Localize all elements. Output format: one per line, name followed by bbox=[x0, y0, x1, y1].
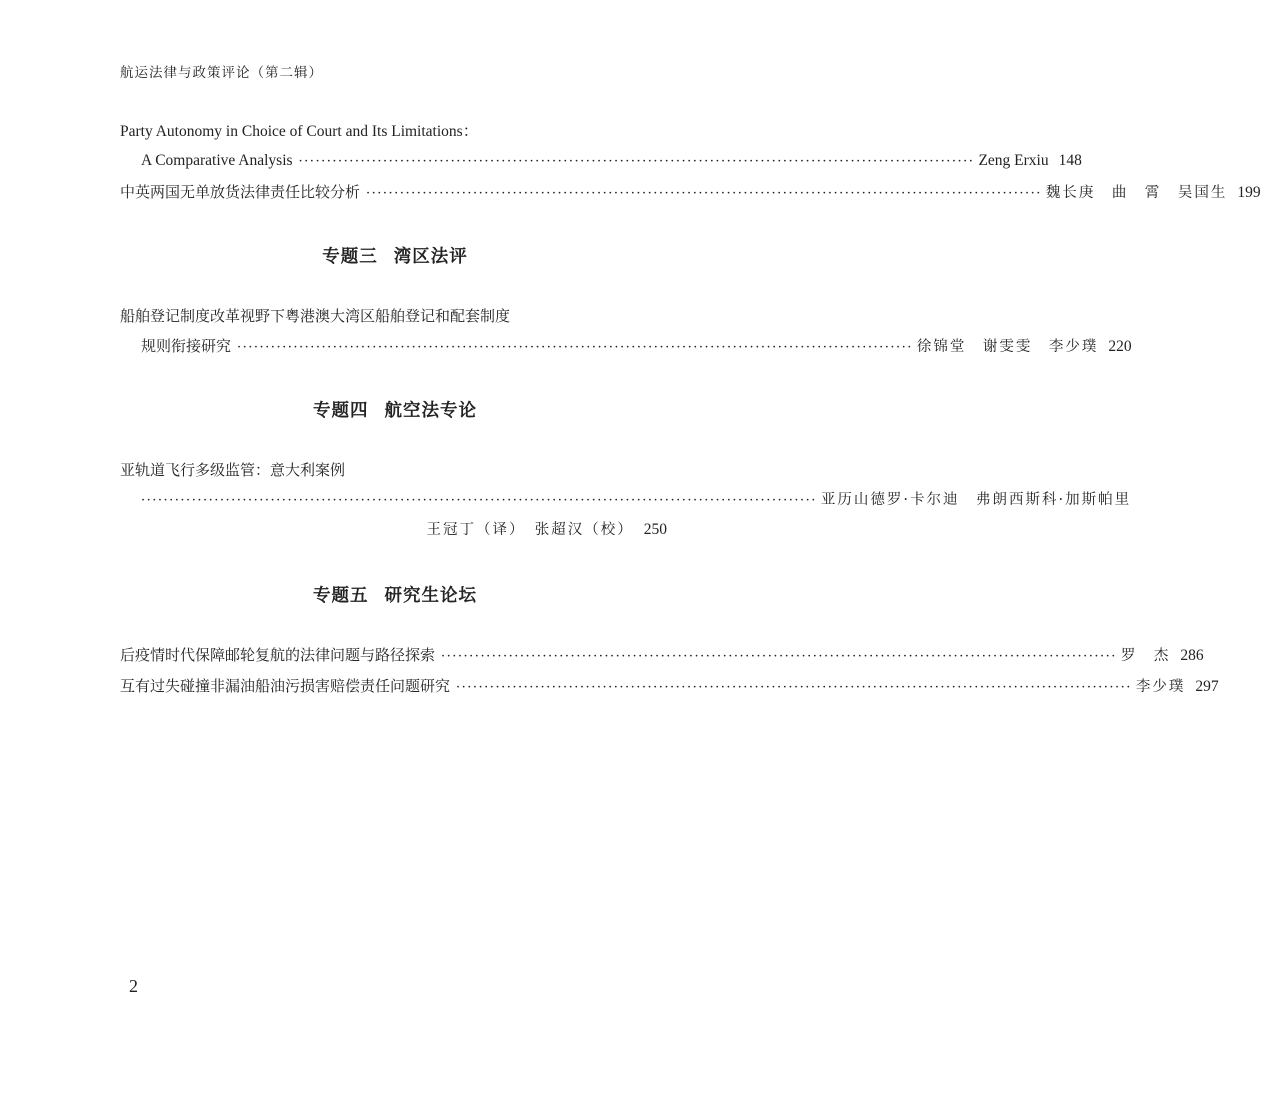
toc-entry-page: 250 bbox=[643, 521, 667, 538]
toc-entry-title-line: Party Autonomy in Choice of Court and Its Limitations： bbox=[120, 123, 479, 140]
toc-entry-page: 286 bbox=[1180, 647, 1204, 664]
section-name: 湾区法评 bbox=[393, 247, 468, 267]
toc-entry-author: 徐锦堂 谢雯雯 李少璞 bbox=[916, 339, 1099, 355]
toc-entry-title: 互有过失碰撞非漏油船油污损害赔偿责任问题研究 bbox=[120, 677, 451, 695]
toc-entry bbox=[120, 181, 1261, 203]
toc-entry-author: 亚历山德罗·卡尔迪 弗朗西斯科·加斯帕里 bbox=[820, 492, 1132, 508]
section-heading bbox=[0, 397, 790, 422]
page-number: 2 bbox=[129, 976, 138, 996]
leader-dots: ························································································································ bbox=[141, 493, 817, 508]
toc-entry-title: 中英两国无单放货法律责任比较分析 bbox=[120, 183, 361, 201]
toc-entry-author: 魏长庚 曲 霄 吴国生 bbox=[1045, 185, 1228, 201]
leader-dots: ························································································································ bbox=[298, 154, 975, 169]
toc-entry-title-line: 船舶登记制度改革视野下粤港澳大湾区船舶登记和配套制度 bbox=[120, 307, 511, 325]
running-head: 航运法律与政策评论（第二辑） bbox=[120, 65, 323, 81]
toc-entry bbox=[141, 150, 1082, 172]
toc-entry-title: A Comparative Analysis bbox=[141, 152, 293, 169]
toc-entry-title: 规则衔接研究 bbox=[141, 337, 232, 355]
toc-entry-page: 199 bbox=[1237, 184, 1261, 201]
section-number: 专题三 bbox=[322, 247, 378, 267]
section-heading bbox=[0, 243, 790, 268]
section-number: 专题五 bbox=[313, 586, 369, 606]
toc-entry-author: 罗 杰 bbox=[1120, 648, 1171, 664]
section-name: 航空法专论 bbox=[384, 401, 477, 421]
toc-entry bbox=[120, 675, 1219, 697]
section-heading bbox=[0, 582, 790, 607]
toc-entry-title: 后疫情时代保障邮轮复航的法律问题与路径探索 bbox=[120, 646, 436, 664]
leader-dots: ························································································································ bbox=[456, 680, 1132, 695]
toc-entry-translator: 王冠丁（译） 张超汉（校） bbox=[426, 522, 634, 538]
toc-entry-title-line: 亚轨道飞行多级监管：意大利案例 bbox=[120, 461, 346, 479]
toc-entry bbox=[141, 489, 1132, 511]
leader-dots: ························································································································ bbox=[237, 340, 913, 355]
section-name: 研究生论坛 bbox=[384, 586, 477, 606]
toc-entry-author: Zeng Erxiu bbox=[978, 152, 1049, 169]
toc-entry-page: 148 bbox=[1058, 152, 1082, 169]
leader-dots: ························································································································ bbox=[441, 649, 1117, 664]
leader-dots: ························································································································ bbox=[366, 186, 1042, 201]
section-number: 专题四 bbox=[313, 401, 369, 421]
toc-entry bbox=[141, 335, 1132, 357]
toc-entry-page: 220 bbox=[1108, 338, 1132, 355]
toc-entry-page: 297 bbox=[1195, 678, 1219, 695]
toc-entry-author: 李少璞 bbox=[1135, 679, 1186, 695]
toc-entry-credit bbox=[141, 519, 667, 541]
toc-entry bbox=[120, 644, 1204, 666]
